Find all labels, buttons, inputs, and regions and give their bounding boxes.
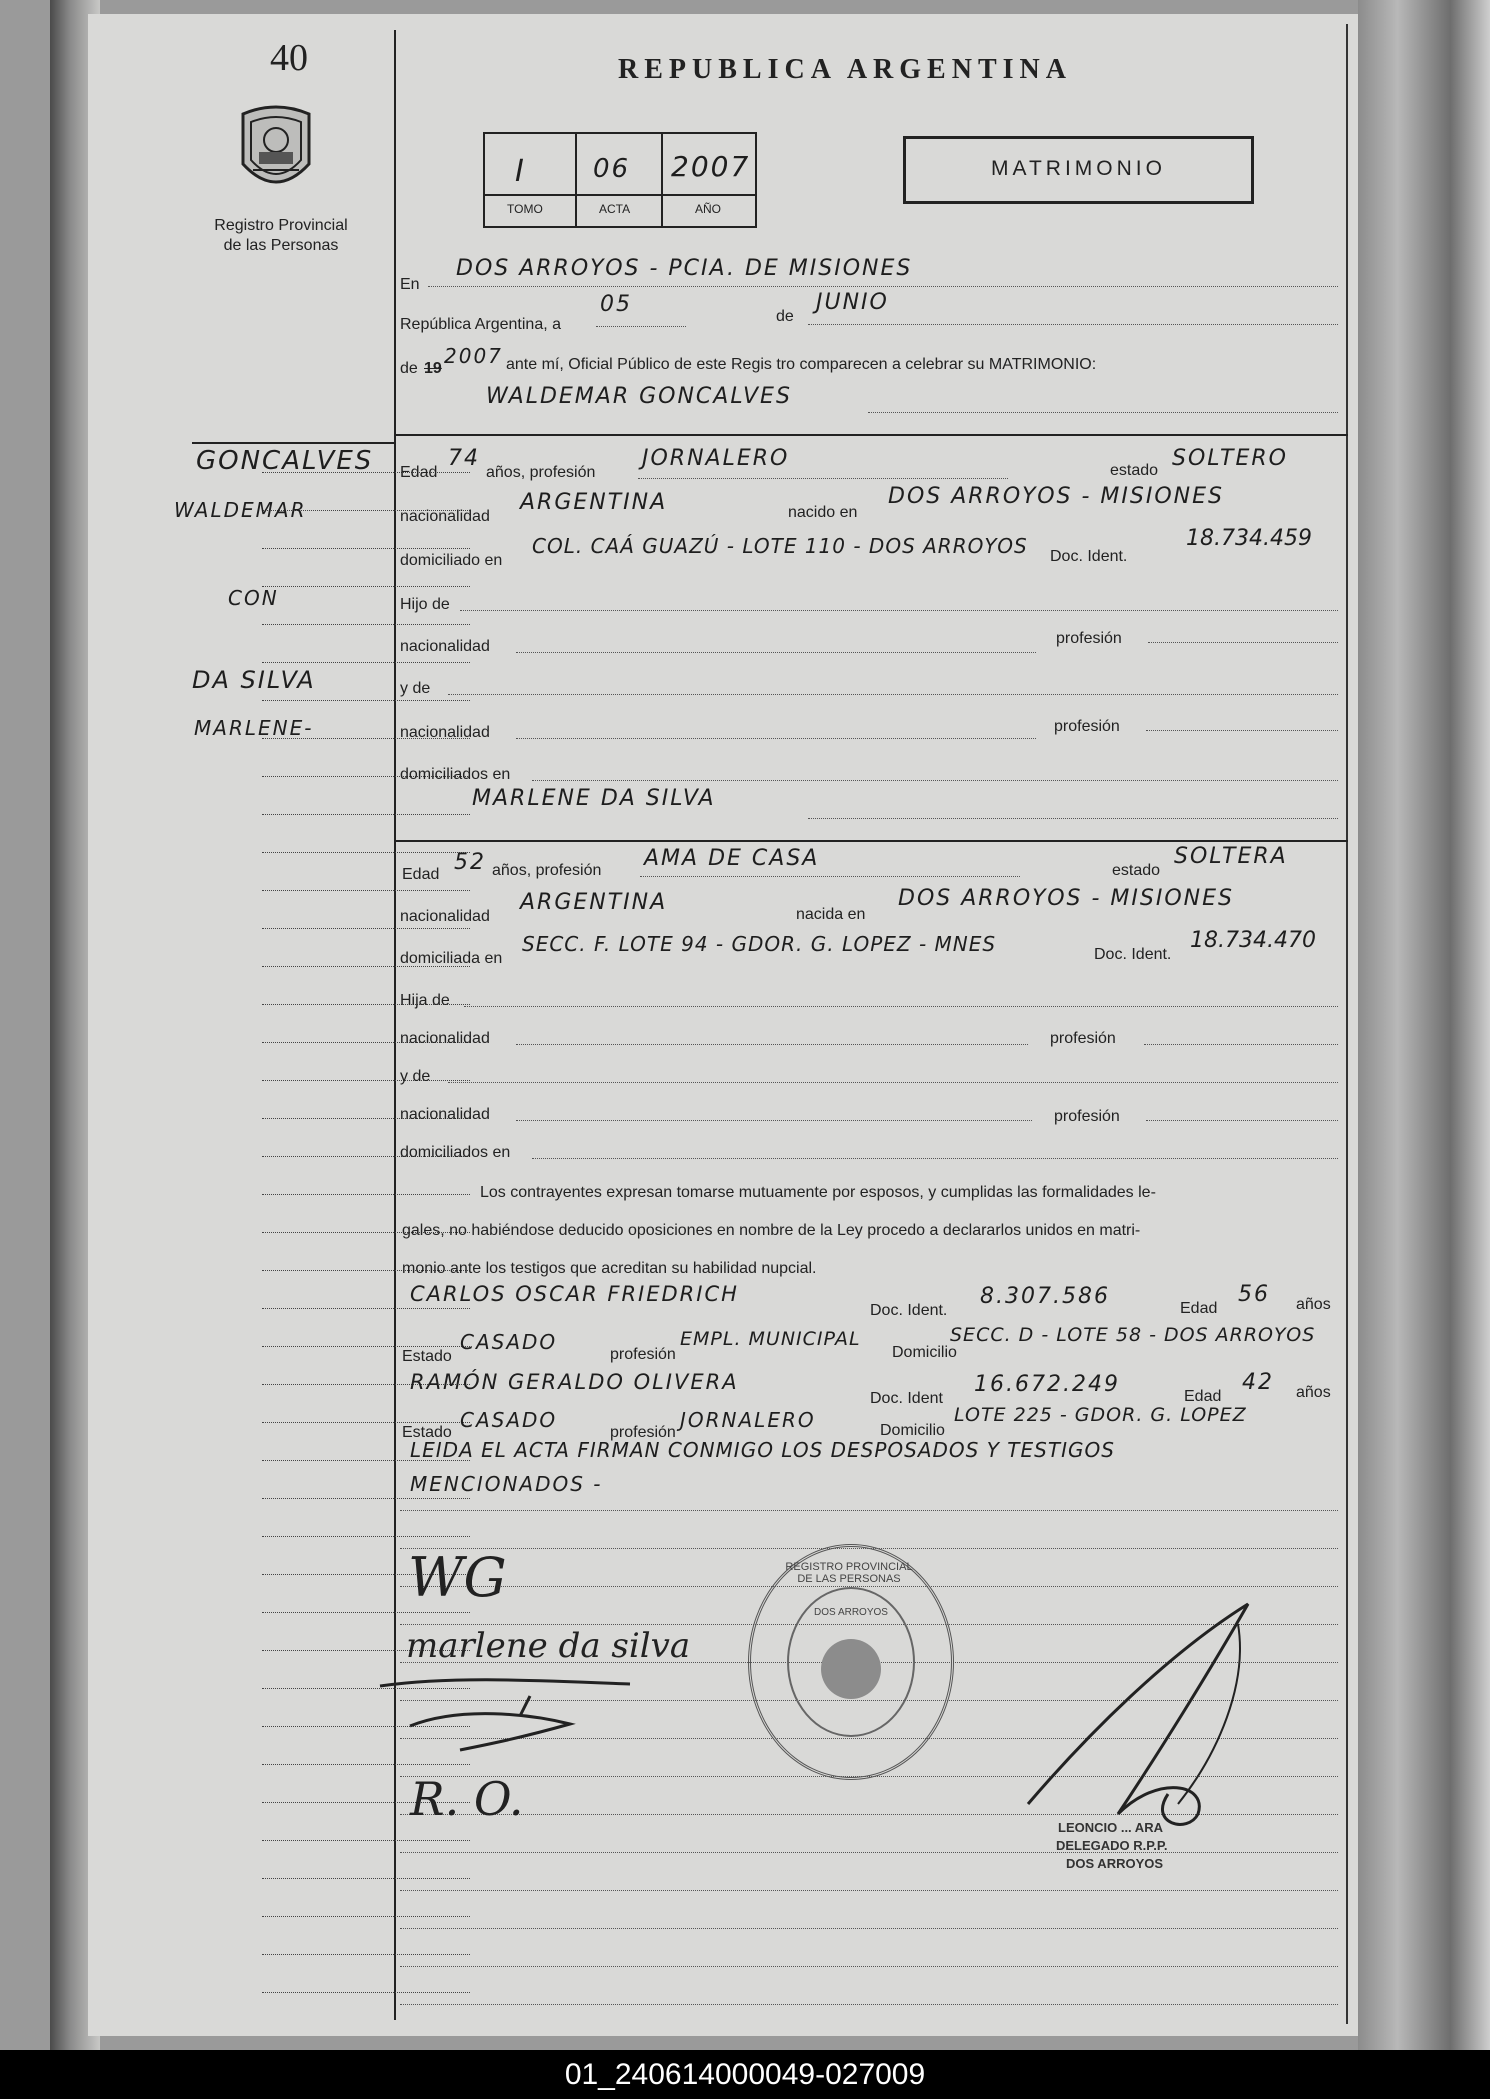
- groom-address: COL. CAÁ GUAZÚ - LOTE 110 - DOS ARROYOS: [532, 534, 1028, 558]
- witness1-anios-label: años: [1296, 1296, 1331, 1313]
- en-label: En: [400, 276, 420, 293]
- margin-firstname: WALDEMAR: [174, 498, 307, 522]
- closing-line2: MENCIONADOS -: [410, 1472, 603, 1496]
- groom-nac3-label: nacionalidad: [400, 724, 490, 741]
- signature-officer: [1008, 1594, 1308, 1834]
- groom-doms-label: domiciliados en: [400, 766, 511, 783]
- year-prefix: 19: [424, 360, 442, 377]
- tomo-label: TOMO: [507, 202, 543, 216]
- document-page: [88, 14, 1358, 2036]
- declaration-line1: Los contrayentes expresan tomarse mutuamente por esposos, y cumplidas las formalidades le-: [480, 1184, 1156, 1201]
- bride-nac3-label: nacionalidad: [400, 1106, 490, 1123]
- witness2-name: RAMÓN GERALDO OLIVERA: [410, 1370, 739, 1394]
- acta-label: ACTA: [599, 202, 631, 216]
- witness1-doc-label: Doc. Ident.: [870, 1302, 948, 1319]
- tomo-value: I: [515, 154, 526, 189]
- bride-edad-label: Edad: [402, 866, 440, 883]
- groom-prof-label: años, profesión: [486, 464, 596, 481]
- margin-bride-surname: DA SILVA: [192, 666, 316, 694]
- officer-stamp-line2: DELEGADO R.P.P.: [1056, 1838, 1168, 1853]
- groom-prof3-label: profesión: [1054, 718, 1120, 735]
- bride-profession: AMA DE CASA: [644, 846, 820, 871]
- bride-nac3-rule: [516, 1120, 1032, 1121]
- groom-hijo-label: Hijo de: [400, 596, 450, 613]
- groom-edad-label: Edad: [400, 464, 438, 481]
- registry-name-line1: Registro Provincial: [214, 217, 348, 234]
- bride-hija-rule: [464, 1006, 1338, 1007]
- anio-value: 2007: [671, 150, 751, 183]
- groom-status: SOLTERO: [1172, 446, 1288, 471]
- coat-of-arms-icon: [235, 100, 317, 204]
- bride-prof2-rule: [1144, 1044, 1338, 1045]
- groom-nac2-label: nacionalidad: [400, 638, 490, 655]
- witness2-status: CASADO: [460, 1408, 558, 1432]
- bride-prof-label: años, profesión: [492, 862, 602, 879]
- groom-doms-rule: [532, 780, 1338, 781]
- act-type-box: [903, 136, 1254, 204]
- country-title: REPUBLICA ARGENTINA: [618, 54, 1072, 85]
- margin-bride-firstname: MARLENE-: [194, 716, 314, 740]
- bride-address: SECC. F. LOTE 94 - GDOR. G. LOPEZ - MNES: [522, 932, 997, 956]
- bride-doms-label: domiciliados en: [400, 1144, 511, 1161]
- declaration-line3: monio ante los testigos que acreditan su habilidad nupcial.: [402, 1260, 817, 1277]
- groom-profession: JORNALERO: [642, 446, 790, 471]
- groom-prof-rule: [638, 478, 1008, 479]
- year-value: 2007: [444, 344, 503, 368]
- bride-status: SOLTERA: [1174, 844, 1288, 869]
- bride-yde-label: y de: [400, 1068, 431, 1085]
- groom-name-header: WALDEMAR GONCALVES: [486, 384, 792, 409]
- witness1-edad-label: Edad: [1180, 1300, 1218, 1317]
- officer-stamp-line1: LEONCIO ... ARA: [1058, 1820, 1163, 1835]
- bride-nationality: ARGENTINA: [520, 890, 668, 915]
- groom-dom-label: domiciliado en: [400, 552, 503, 569]
- bride-birthplace: DOS ARROYOS - MISIONES: [898, 886, 1234, 911]
- registry-name-line2: de las Personas: [223, 237, 339, 254]
- declaration-line2: gales, no habiéndose deducido oposiciones en nombre de la Ley procedo a declararlos unidos en matri-: [402, 1222, 1141, 1239]
- bride-nac-label: nacionalidad: [400, 908, 490, 925]
- bride-dom-label: domiciliada en: [400, 950, 503, 967]
- republica-label: República Argentina, a: [400, 316, 561, 333]
- page-number: 40: [270, 37, 308, 79]
- bride-age: 52: [454, 850, 486, 875]
- groom-doc-label: Doc. Ident.: [1050, 548, 1128, 565]
- signature-groom: WG: [408, 1546, 507, 1609]
- witness2-doc: 16.672.249: [974, 1372, 1120, 1397]
- bride-name-rule: [808, 818, 1338, 819]
- groom-prof2-rule: [1148, 642, 1338, 643]
- witness1-status: CASADO: [460, 1330, 558, 1354]
- groom-section-divider: [396, 434, 1348, 436]
- witness2-doc-label: Doc. Ident: [870, 1390, 943, 1407]
- registry-seal-icon: [748, 1544, 954, 1780]
- anio-label: AÑO: [695, 202, 722, 216]
- witness2-address: LOTE 225 - GDOR. G. LOPEZ: [954, 1404, 1247, 1426]
- officer-stamp-line3: DOS ARROYOS: [1066, 1856, 1164, 1871]
- bride-doc-label: Doc. Ident.: [1094, 946, 1172, 963]
- record-box: [483, 132, 757, 228]
- bride-nacida-label: nacida en: [796, 906, 866, 923]
- groom-nac3-rule: [516, 738, 1036, 739]
- groom-birthplace: DOS ARROYOS - MISIONES: [888, 484, 1224, 509]
- groom-yde-label: y de: [400, 680, 431, 697]
- groom-prof2-label: profesión: [1056, 630, 1122, 647]
- witness1-age: 56: [1238, 1282, 1270, 1307]
- groom-nac-label: nacionalidad: [400, 508, 490, 525]
- groom-prof3-rule: [1146, 730, 1338, 731]
- witness1-doc: 8.307.586: [980, 1284, 1110, 1309]
- witness1-prof-label: profesión: [610, 1346, 676, 1363]
- seal-inner-text: DOS ARROYOS: [814, 1607, 888, 1618]
- bride-prof3-label: profesión: [1054, 1108, 1120, 1125]
- witness2-dom-label: Domicilio: [880, 1422, 945, 1439]
- margin-top-rule: [192, 442, 394, 444]
- bride-doc: 18.734.470: [1190, 928, 1316, 953]
- groom-nac2-rule: [516, 652, 1036, 653]
- seal-ring-text: REGISTRO PROVINCIAL DE LAS PERSONAS: [785, 1561, 913, 1585]
- witness1-dom-label: Domicilio: [892, 1344, 957, 1361]
- bride-doms-rule: [532, 1158, 1338, 1159]
- month-rule: [808, 324, 1338, 325]
- witness1-profession: EMPL. MUNICIPAL: [680, 1328, 861, 1350]
- signature-bride: marlene da silva: [406, 1626, 691, 1666]
- bride-nac2-label: nacionalidad: [400, 1030, 490, 1047]
- bride-estado-label: estado: [1112, 862, 1161, 879]
- groom-name-rule: [868, 412, 1338, 413]
- right-rule: [1346, 24, 1348, 2024]
- place-value: DOS ARROYOS - PCIA. DE MISIONES: [456, 256, 913, 281]
- appear-text: ante mí, Oficial Público de este Regis tro comparecen a celebrar su MATRIMONIO:: [506, 356, 1097, 373]
- witness1-name: CARLOS OSCAR FRIEDRICH: [410, 1282, 739, 1306]
- book-right-edge: [1358, 0, 1490, 2050]
- witness2-estado-label: Estado: [402, 1424, 452, 1441]
- image-caption: 01_240614000049-027009: [0, 2050, 1490, 2099]
- signature-witness2: R. O.: [410, 1772, 524, 1826]
- witness2-profession: JORNALERO: [680, 1408, 816, 1432]
- month-de-label: de: [776, 308, 794, 325]
- margin-surname: GONCALVES: [196, 446, 374, 476]
- bride-nac2-rule: [516, 1044, 1028, 1045]
- bride-name-header: MARLENE DA SILVA: [472, 786, 716, 811]
- bride-yde-rule: [448, 1082, 1338, 1083]
- groom-estado-label: estado: [1110, 462, 1159, 479]
- place-rule: [428, 286, 1338, 287]
- witness1-estado-label: Estado: [402, 1348, 452, 1365]
- witness2-prof-label: profesión: [610, 1424, 676, 1441]
- margin-con: CON: [228, 586, 279, 610]
- witness2-age: 42: [1242, 1370, 1274, 1395]
- witness2-edad-label: Edad: [1184, 1388, 1222, 1405]
- groom-nationality: ARGENTINA: [520, 490, 668, 515]
- groom-yde-rule: [448, 694, 1338, 695]
- witness1-address: SECC. D - LOTE 58 - DOS ARROYOS: [950, 1324, 1316, 1346]
- bride-hija-label: Hija de: [400, 992, 450, 1009]
- bride-section-divider: [396, 840, 1348, 842]
- groom-nacido-label: nacido en: [788, 504, 858, 521]
- groom-age: 74: [448, 446, 480, 471]
- bride-prof2-label: profesión: [1050, 1030, 1116, 1047]
- acta-value: 06: [593, 154, 631, 184]
- year-de-label: de: [400, 360, 418, 377]
- day-rule: [596, 326, 686, 327]
- closing-line1: LEIDA EL ACTA FIRMAN CONMIGO LOS DESPOSADOS Y TESTIGOS: [410, 1438, 1115, 1462]
- act-type-label: MATRIMONIO: [991, 157, 1166, 180]
- bride-prof-rule: [640, 876, 1020, 877]
- month-value: JUNIO: [816, 290, 889, 315]
- witness2-anios-label: años: [1296, 1384, 1331, 1401]
- day-value: 05: [600, 292, 632, 317]
- groom-hijo-rule: [460, 610, 1338, 611]
- bride-prof3-rule: [1146, 1120, 1338, 1121]
- groom-doc: 18.734.459: [1186, 526, 1312, 551]
